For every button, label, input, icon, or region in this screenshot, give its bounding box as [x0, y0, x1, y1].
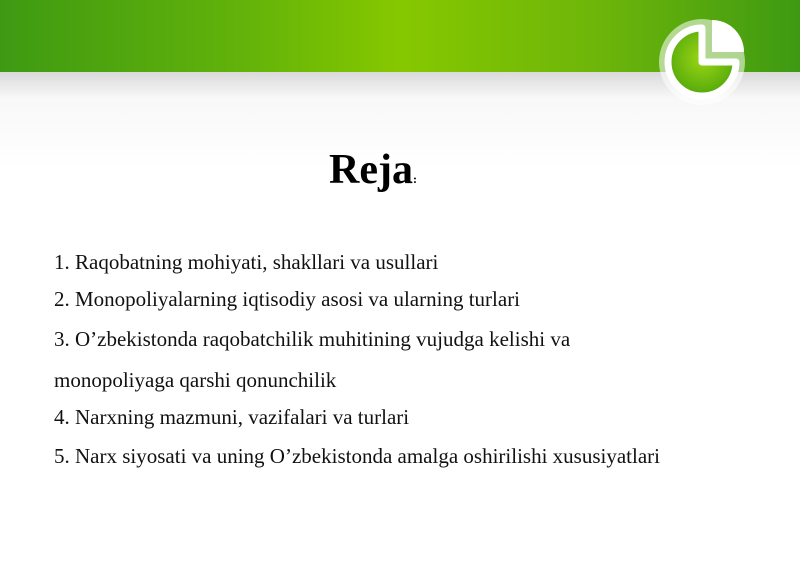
green-pie-chart-icon [654, 14, 758, 106]
plan-item: 1. Raqobatning mohiyati, shakllari va usullari [54, 250, 439, 274]
plan-item-continuation: monopoliyaga qarshi qonunchilik [54, 368, 337, 392]
slide-title-colon: : [412, 172, 417, 186]
plan-list [54, 250, 774, 480]
plan-item: 5. Narx siyosati va uning O’zbekistonda amalga oshirilishi xususiyatlari [54, 444, 660, 468]
plan-item: 4. Narxning mazmuni, vazifalari va turlari [54, 405, 410, 429]
slide-title [0, 146, 746, 194]
slide-title-text: Reja [329, 147, 413, 193]
plan-item: 2. Monopoliyalarning iqtisodiy asosi va ularning turlari [54, 287, 521, 311]
plan-item: 3. O’zbekistonda raqobatchilik muhitining vujudga kelishi va [54, 327, 571, 351]
